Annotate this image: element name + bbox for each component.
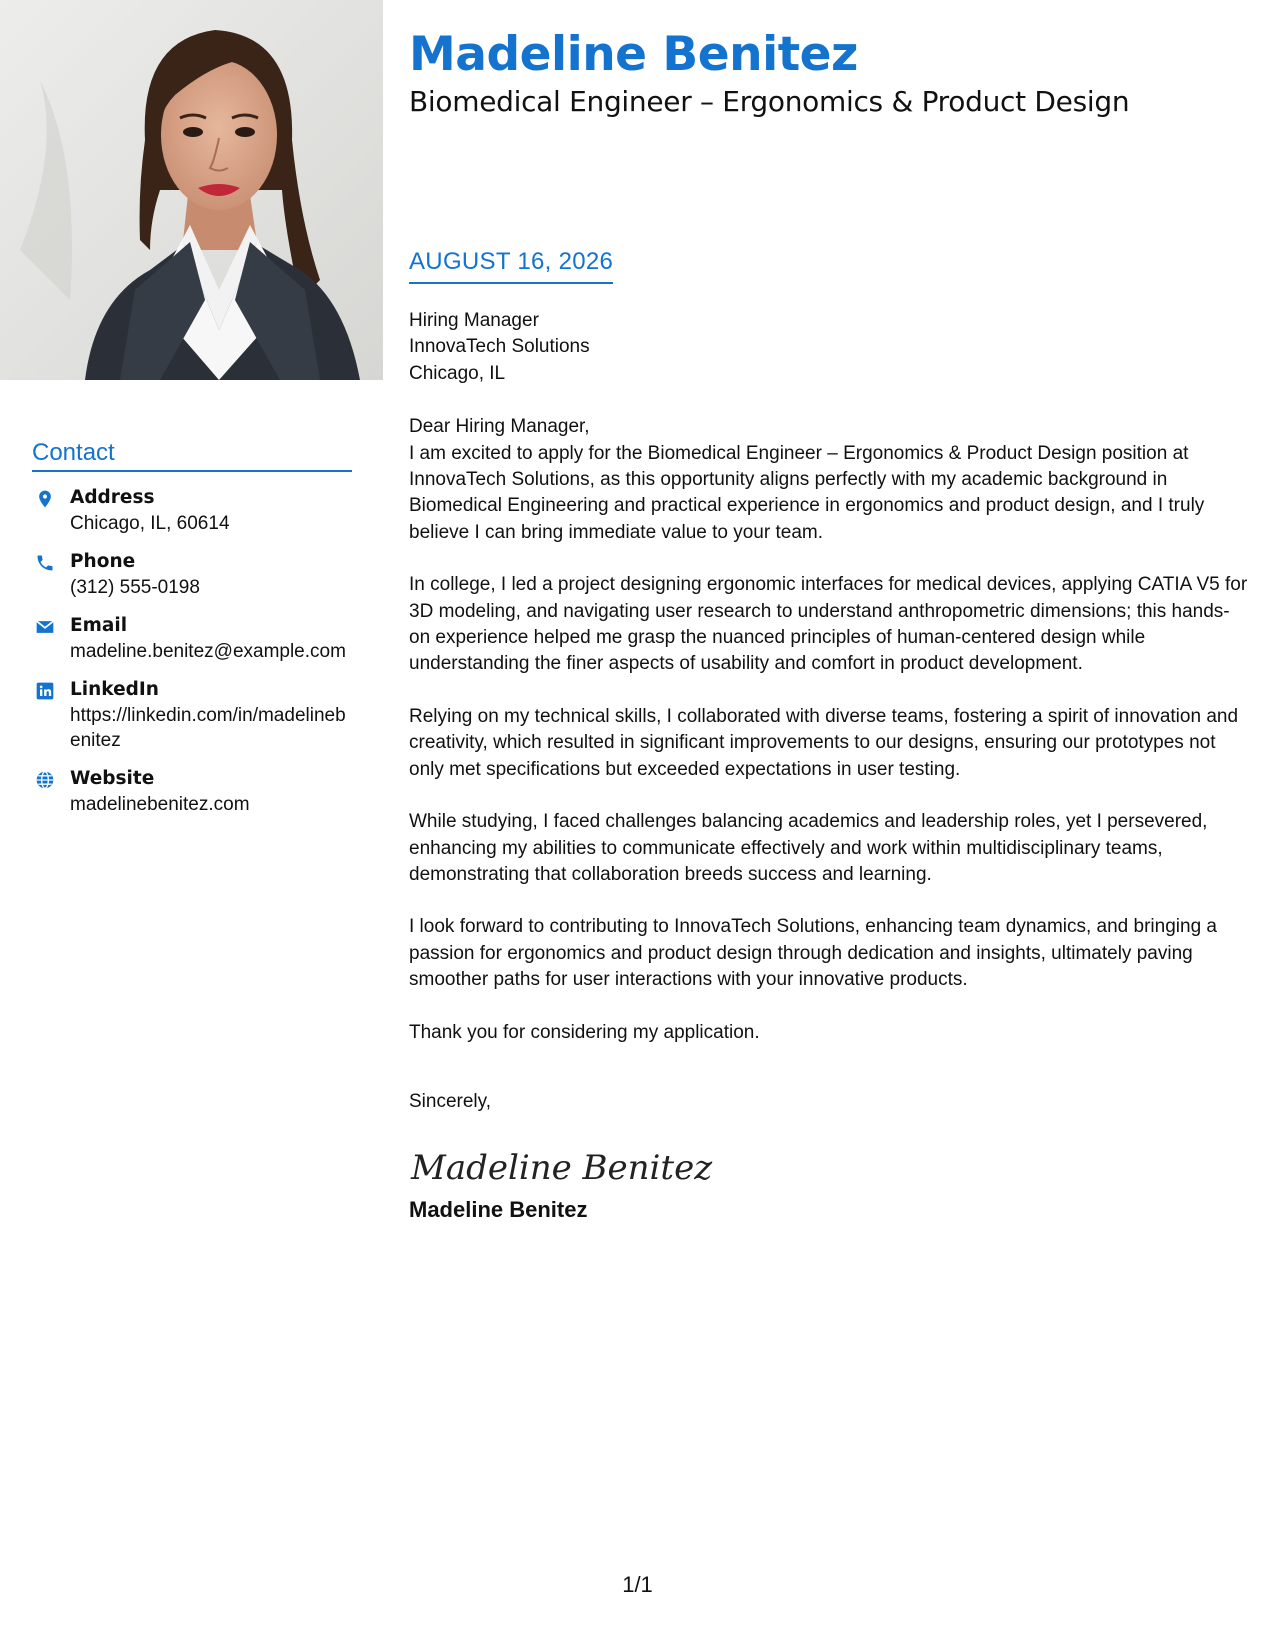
letter-paragraph: In college, I led a project designing ergonomic interfaces for medical devices, applying CATIA V5 for 3D modeling, and navigating user research to understand anthropometric dimensions; this hands-on experience helped me grasp the nuanced principles of human-centered design while understanding the finer aspects of usability and comfort in product development. bbox=[409, 574, 1248, 675]
header bbox=[409, 22, 1259, 119]
contact-item-phone bbox=[32, 549, 352, 600]
recipient-line: Chicago, IL bbox=[409, 362, 506, 384]
letter-paragraph: While studying, I faced challenges balancing academics and leadership roles, yet I persevered, enhancing my abilities to communicate effectively and work within multidisciplinary teams, demonstrating that collaboration breeds success and learning. bbox=[409, 811, 1208, 885]
profile-photo bbox=[0, 0, 383, 380]
contact-item-linkedin bbox=[32, 677, 352, 753]
contact-value: Chicago, IL, 60614 bbox=[70, 513, 230, 534]
candidate-role: Biomedical Engineer – Ergonomics & Product Design bbox=[409, 85, 1130, 118]
contact-label: LinkedIn bbox=[70, 679, 159, 700]
candidate-name: Madeline Benitez bbox=[409, 27, 858, 82]
contact-value[interactable]: madeline.benitez@example.com bbox=[70, 641, 346, 662]
closing: Sincerely, bbox=[409, 1090, 492, 1112]
contact-item-address bbox=[32, 485, 352, 536]
contact-item-website bbox=[32, 766, 352, 817]
envelope-icon bbox=[35, 617, 55, 637]
contact-title: Contact bbox=[32, 439, 352, 472]
phone-icon bbox=[35, 553, 55, 573]
letter-paragraph: I look forward to contributing to InnovaTech Solutions, enhancing team dynamics, and bringing a passion for ergonomics and product design through dedication and insights, ultimately paving smoother paths for user interactions with your innovative products. bbox=[409, 916, 1217, 991]
page-number: 1/1 bbox=[622, 1572, 653, 1597]
recipient-line: Hiring Manager bbox=[409, 310, 539, 331]
recipient-block bbox=[409, 308, 1249, 387]
contact-section bbox=[32, 439, 352, 817]
contact-item-email bbox=[32, 613, 352, 664]
signature-text: Madeline Benitez bbox=[411, 1148, 713, 1189]
contact-label: Email bbox=[70, 615, 128, 636]
contact-label: Address bbox=[70, 487, 155, 508]
letter-body bbox=[409, 308, 1249, 1224]
globe-icon bbox=[35, 770, 55, 790]
contact-value[interactable]: madelinebenitez.com bbox=[70, 794, 250, 815]
letter-paragraph: Relying on my technical skills, I collaborated with diverse teams, fostering a spirit of innovation and creativity, which resulted in significant improvements to our designs, ensuring our prototypes not only met specifications but exceeded expectations in user testing. bbox=[409, 705, 1239, 780]
signer-name: Madeline Benitez bbox=[409, 1197, 588, 1223]
contact-value[interactable]: https://linkedin.com/in/madelinebenitez bbox=[70, 705, 346, 751]
letter-paragraph: Thank you for considering my application. bbox=[409, 1021, 760, 1043]
contact-label: Phone bbox=[70, 551, 136, 572]
contact-label: Website bbox=[70, 768, 155, 789]
recipient-line: InnovaTech Solutions bbox=[409, 336, 590, 358]
linkedin-icon bbox=[35, 681, 55, 701]
letter-date: AUGUST 16, 2026 bbox=[409, 248, 613, 284]
signature bbox=[409, 1137, 1249, 1197]
contact-value: (312) 555-0198 bbox=[70, 577, 200, 598]
letter-paragraph: I am excited to apply for the Biomedical Engineer – Ergonomics & Product Design position at InnovaTech Solutions, as this opportunity aligns perfectly with my academic background in Biomedical Engineering and practical experience in ergonomics and product design, and I truly believe I can bring immediate value to your team. bbox=[409, 442, 1205, 543]
map-pin-icon bbox=[35, 489, 55, 509]
salutation: Dear Hiring Manager, bbox=[409, 416, 590, 438]
